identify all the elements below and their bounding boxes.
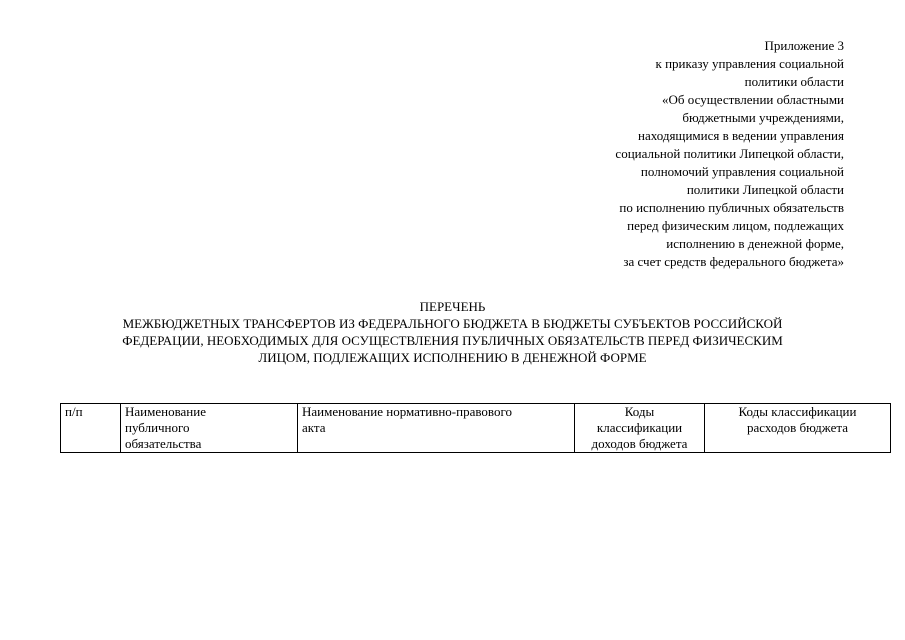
header-text: Коды (624, 404, 655, 419)
column-header-number (61, 404, 121, 453)
title-line: ФЕДЕРАЦИИ, НЕОБХОДИМЫХ ДЛЯ ОСУЩЕСТВЛЕНИЯ ПУБЛИЧНЫХ ОБЯЗАТЕЛЬСТВ ПЕРЕД ФИЗИЧЕСКИМ (122, 333, 783, 348)
title-line: МЕЖБЮДЖЕТНЫХ ТРАНСФЕРТОВ ИЗ ФЕДЕРАЛЬНОГО БЮДЖЕТА В БЮДЖЕТЫ СУБЪЕКТОВ РОССИЙСКОЙ (122, 316, 783, 331)
header-text: публичного (125, 420, 190, 435)
title-line: ЛИЦОМ, ПОДЛЕЖАЩИХ ИСПОЛНЕНИЮ В ДЕНЕЖНОЙ ФОРМЕ (258, 350, 647, 365)
appendix-line: политики Липецкой области (686, 182, 844, 197)
appendix-reference (524, 37, 844, 271)
column-header-obligation-name (121, 404, 298, 453)
appendix-line: Приложение 3 (764, 38, 844, 53)
table-header-row (61, 404, 891, 453)
appendix-line: за счет средств федерального бюджета» (623, 254, 844, 269)
header-text: п/п (65, 404, 83, 419)
title-heading: ПЕРЕЧЕНЬ (419, 299, 486, 314)
header-text: Коды классификации (738, 404, 857, 419)
appendix-line: политики области (744, 74, 844, 89)
header-text: Наименование (125, 404, 206, 419)
appendix-line: по исполнению публичных обязательств (619, 200, 844, 215)
column-header-expense-codes (705, 404, 891, 453)
appendix-line: находящимися в ведении управления (637, 128, 844, 143)
appendix-line: социальной политики Липецкой области, (615, 146, 844, 161)
document-title (50, 298, 855, 366)
transfers-table (60, 403, 891, 453)
appendix-line: «Об осуществлении областными (662, 92, 844, 107)
column-header-income-codes (575, 404, 705, 453)
column-header-legal-act (298, 404, 575, 453)
appendix-line: бюджетными учреждениями, (682, 110, 844, 125)
header-text: обязательства (125, 436, 202, 451)
header-text: доходов бюджета (591, 436, 688, 451)
header-text: Наименование нормативно-правового (302, 404, 512, 419)
appendix-line: к приказу управления социальной (655, 56, 844, 71)
appendix-line: исполнению в денежной форме, (666, 236, 844, 251)
appendix-line: перед физическим лицом, подлежащих (627, 218, 844, 233)
appendix-line: полномочий управления социальной (640, 164, 844, 179)
table-header (61, 404, 891, 453)
header-text: классификации (596, 420, 683, 435)
header-text: акта (302, 420, 326, 435)
header-text: расходов бюджета (747, 420, 848, 435)
